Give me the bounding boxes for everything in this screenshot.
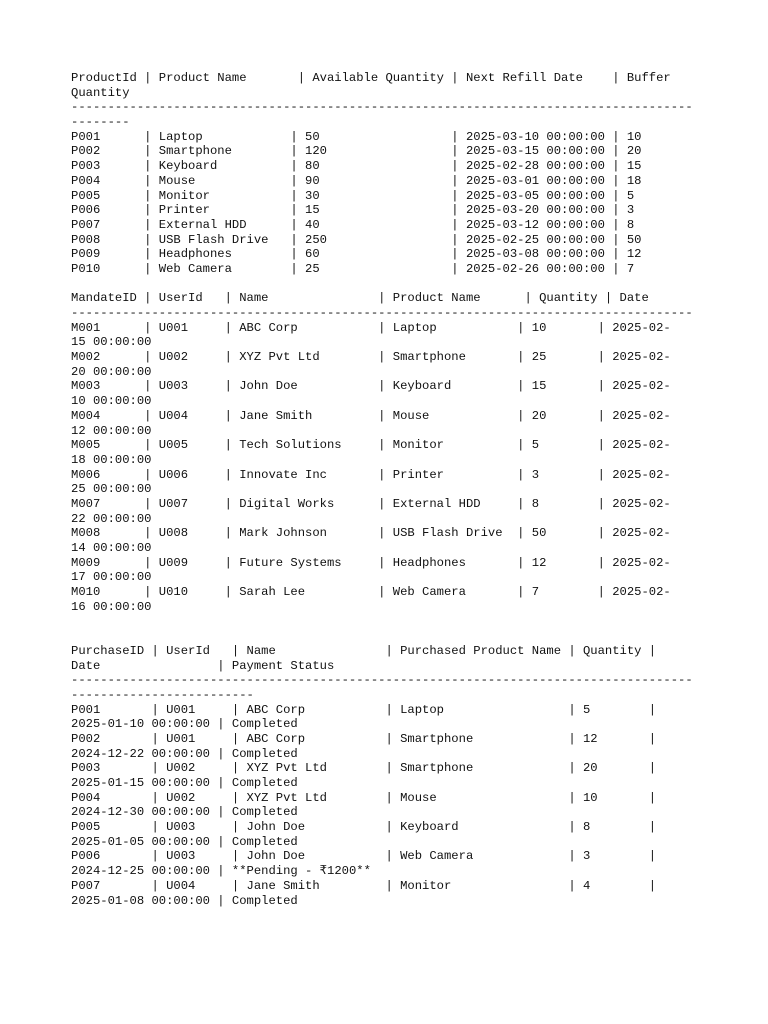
mandate-row: M002 | U002 | XYZ Pvt Ltd | Smartphone | 25 | 2025-02- [71, 350, 671, 365]
purchase-row: P005 | U003 | John Doe | Keyboard | 8 | [71, 820, 657, 835]
purchase-row: P003 | U002 | XYZ Pvt Ltd | Smartphone | 20 | [71, 761, 657, 776]
inventory-header-line: ProductId | Product Name | Available Quantity | Next Refill Date | Buffer [71, 71, 671, 85]
mandate-row-wrap: 10 00:00:00 [71, 394, 152, 409]
inventory-row: P003 | Keyboard | 80 | 2025-02-28 00:00:00 | 15 [71, 159, 642, 174]
inventory-row: P010 | Web Camera | 25 | 2025-02-26 00:00:00 | 7 [71, 261, 635, 276]
mandate-row-wrap: 18 00:00:00 [71, 452, 152, 467]
mandate-row-wrap: 15 00:00:00 [71, 335, 152, 350]
mandate-row-wrap: 17 00:00:00 [71, 570, 152, 585]
purchase-row-wrap: 2024-12-30 00:00:00 | Completed [71, 805, 298, 820]
inventory-row: P007 | External HDD | 40 | 2025-03-12 00:00:00 | 8 [71, 217, 635, 232]
inventory-table [71, 71, 701, 277]
purchase-row-wrap: 2025-01-15 00:00:00 | Completed [71, 776, 298, 791]
purchases-header-wrap-line: Date | Payment Status [71, 658, 335, 673]
inventory-row: P009 | Headphones | 60 | 2025-03-08 00:00:00 | 12 [71, 247, 642, 262]
purchase-row: P002 | U001 | ABC Corp | Smartphone | 12 | [71, 731, 657, 746]
purchase-row-wrap: 2024-12-25 00:00:00 | **Pending - ₹1200** [71, 864, 371, 879]
mandate-row-wrap: 16 00:00:00 [71, 599, 152, 614]
purchases-separator-line: ------------------------------------------------------------------------------------- [71, 673, 693, 688]
mandate-row: M004 | U004 | Jane Smith | Mouse | 20 | 2025-02- [71, 408, 671, 423]
purchases-header-line: PurchaseID | UserId | Name | Purchased Product Name | Quantity | [71, 643, 657, 658]
inventory-header-wrap-line: Quantity [71, 85, 130, 100]
mandate-row-wrap: 12 00:00:00 [71, 423, 152, 438]
inventory-separator-line: ------------------------------------------------------------------------------------- [71, 100, 693, 115]
purchase-row: P004 | U002 | XYZ Pvt Ltd | Mouse | 10 | [71, 790, 657, 805]
purchase-row-wrap: 2025-01-05 00:00:00 | Completed [71, 834, 298, 849]
document-page [71, 71, 701, 908]
mandate-row-wrap: 25 00:00:00 [71, 482, 152, 497]
mandate-row-wrap: 20 00:00:00 [71, 364, 152, 379]
purchases-table [71, 644, 701, 908]
purchase-row-wrap: 2024-12-22 00:00:00 | Completed [71, 746, 298, 761]
mandates-table [71, 291, 701, 614]
mandate-row: M008 | U008 | Mark Johnson | USB Flash Drive | 50 | 2025-02- [71, 526, 671, 541]
mandate-row: M007 | U007 | Digital Works | External HDD | 8 | 2025-02- [71, 496, 671, 511]
mandate-row: M001 | U001 | ABC Corp | Laptop | 10 | 2025-02- [71, 320, 671, 335]
inventory-separator-wrap-line: -------- [71, 115, 130, 130]
mandate-row-wrap: 14 00:00:00 [71, 541, 152, 555]
inventory-row: P006 | Printer | 15 | 2025-03-20 00:00:00 | 3 [71, 203, 635, 218]
purchase-row: P001 | U001 | ABC Corp | Laptop | 5 | [71, 702, 657, 717]
mandate-row: M009 | U009 | Future Systems | Headphones | 12 | 2025-02- [71, 555, 671, 570]
inventory-text [71, 71, 701, 277]
inventory-row: P004 | Mouse | 90 | 2025-03-01 00:00:00 | 18 [71, 173, 642, 188]
mandates-header-line: MandateID | UserId | Name | Product Name | Quantity | Date [71, 291, 649, 306]
purchase-row-wrap: 2025-01-08 00:00:00 | Completed [71, 893, 298, 908]
inventory-row: P005 | Monitor | 30 | 2025-03-05 00:00:00 | 5 [71, 188, 635, 203]
mandate-row: M003 | U003 | John Doe | Keyboard | 15 | 2025-02- [71, 379, 671, 394]
mandates-separator-line: ------------------------------------------------------------------------------------- [71, 306, 693, 320]
mandate-row-wrap: 22 00:00:00 [71, 511, 152, 526]
inventory-row: P002 | Smartphone | 120 | 2025-03-15 00:00:00 | 20 [71, 144, 642, 159]
mandate-row: M010 | U010 | Sarah Lee | Web Camera | 7 | 2025-02- [71, 585, 671, 600]
purchase-row: P007 | U004 | Jane Smith | Monitor | 4 | [71, 878, 657, 893]
inventory-row: P001 | Laptop | 50 | 2025-03-10 00:00:00 | 10 [71, 129, 642, 144]
inventory-row: P008 | USB Flash Drive | 250 | 2025-02-25 00:00:00 | 50 [71, 232, 642, 247]
mandate-row: M006 | U006 | Innovate Inc | Printer | 3 | 2025-02- [71, 467, 671, 482]
purchase-row: P006 | U003 | John Doe | Web Camera | 3 | [71, 849, 657, 864]
purchase-row-wrap: 2025-01-10 00:00:00 | Completed [71, 717, 298, 732]
mandates-text [71, 291, 701, 614]
purchases-separator-wrap-line: ------------------------- [71, 687, 254, 702]
purchases-text [71, 644, 701, 908]
mandate-row: M005 | U005 | Tech Solutions | Monitor | 5 | 2025-02- [71, 438, 671, 453]
